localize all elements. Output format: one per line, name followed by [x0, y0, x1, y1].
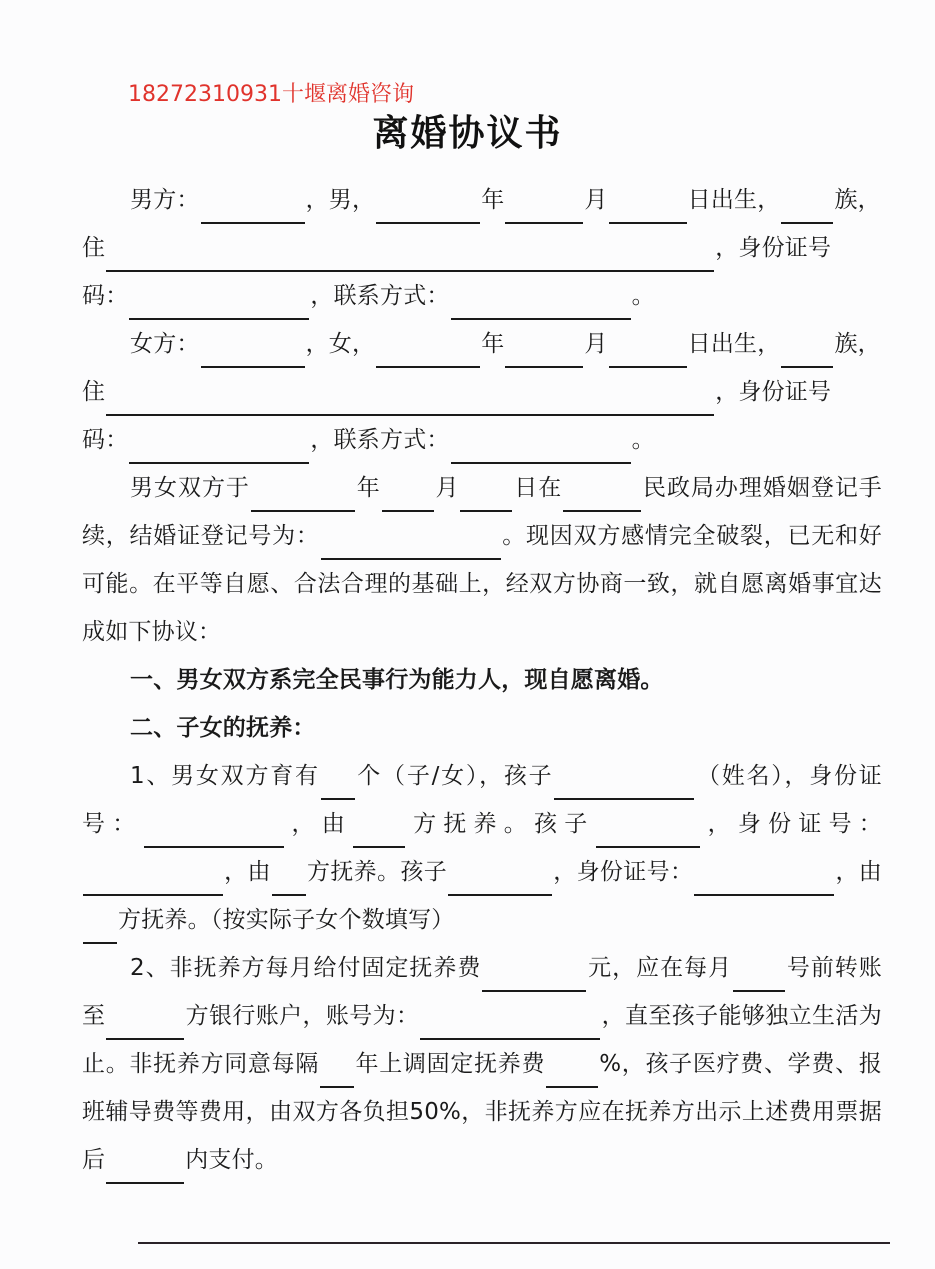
wife-address-suffix: ，身份证号	[715, 379, 832, 405]
husband-text-e: 族，	[834, 187, 881, 213]
item1-text-c: （姓名），身份证号：	[82, 763, 882, 837]
wife-month-blank[interactable]	[505, 342, 583, 368]
item2-text-d: 方银行账户，账号为：	[185, 1003, 420, 1029]
wife-label: 女方：	[130, 331, 200, 357]
item1-text-g: ，由	[224, 859, 271, 885]
item1-child3-name-blank[interactable]	[448, 870, 552, 896]
item2-text-f: 年上调固定抚养费	[355, 1051, 546, 1077]
page-title: 离婚协议书	[372, 113, 563, 154]
paragraph-wife-address	[82, 368, 882, 416]
paragraph-item-2	[82, 944, 882, 1184]
husband-address-suffix: ，身份证号	[715, 235, 832, 261]
husband-contact-blank[interactable]	[451, 294, 631, 320]
wife-id-label: 码：	[82, 427, 129, 453]
wife-text-b: 年	[481, 331, 505, 357]
bottom-divider	[138, 1242, 890, 1244]
husband-id-blank[interactable]	[129, 294, 309, 320]
marriage-text-a: 男女双方于	[130, 475, 250, 501]
marriage-text-d: 日在	[513, 475, 563, 501]
item1-text-a: 1、男女双方育有	[130, 763, 320, 789]
husband-id-end: 。	[631, 283, 655, 309]
wife-text-e: 族，	[834, 331, 881, 357]
item1-text-j: ，由	[835, 859, 883, 885]
husband-text-c: 月	[584, 187, 608, 213]
item2-reimburse-period-blank[interactable]	[106, 1158, 184, 1184]
paragraph-article-one: 一、男女双方系完全民事行为能力人，现自愿离婚。	[130, 667, 664, 693]
paragraph-wife-id	[82, 416, 882, 464]
item1-child3-custody-blank[interactable]	[83, 918, 117, 944]
item1-child1-id-blank[interactable]	[144, 822, 284, 848]
husband-id-label: 码：	[82, 283, 129, 309]
wife-text-c: 月	[584, 331, 608, 357]
husband-text-b: 年	[481, 187, 505, 213]
wife-contact-blank[interactable]	[451, 438, 631, 464]
item1-text-h: 方抚养。孩子	[306, 859, 448, 885]
husband-day-blank[interactable]	[609, 198, 687, 224]
wife-address-label: 住	[82, 379, 106, 405]
paragraph-item-1	[82, 752, 882, 944]
item1-text-b: 个（子/女），孩子	[355, 763, 554, 789]
paragraph-marriage-registration	[82, 464, 882, 656]
wife-text-a: ，女，	[305, 331, 376, 357]
item2-increase-years-blank[interactable]	[320, 1062, 354, 1088]
item1-child2-name-blank[interactable]	[596, 822, 700, 848]
wife-text-d: 日出生，	[687, 331, 781, 357]
item1-text-i: ，身份证号：	[553, 859, 694, 885]
husband-ethnicity-blank[interactable]	[781, 198, 833, 224]
wife-name-blank[interactable]	[201, 342, 305, 368]
item2-text-a: 2、非抚养方每月给付固定抚养费	[130, 955, 482, 981]
husband-month-blank[interactable]	[505, 198, 583, 224]
wife-id-blank[interactable]	[129, 438, 309, 464]
marriage-bureau-blank[interactable]	[563, 486, 641, 512]
item2-pay-day-blank[interactable]	[733, 966, 785, 992]
item1-child-count-blank[interactable]	[321, 774, 355, 800]
item2-text-c: 号前转账至	[82, 955, 882, 1029]
item2-support-amount-blank[interactable]	[482, 966, 586, 992]
husband-address-label: 住	[82, 235, 106, 261]
item2-text-b: 元，应在每月	[587, 955, 733, 981]
marriage-year-blank[interactable]	[251, 486, 355, 512]
paragraph-article-two-heading: 二、子女的抚养：	[130, 715, 316, 741]
marriage-text-f: 。现因双方感情完全破裂，已无和好可能。在平等自愿、合法合理的基础上，经双方协商一致，就自愿离婚事宜达成如下协议：	[82, 523, 883, 645]
marriage-day-blank[interactable]	[460, 486, 512, 512]
marriage-cert-number-blank[interactable]	[321, 534, 501, 560]
document-body	[82, 176, 882, 1184]
item2-text-h: 内支付。	[185, 1147, 279, 1173]
item1-text-f: ，身份证号：	[700, 811, 883, 837]
watermark-text: 18272310931十堰离婚咨询	[128, 82, 414, 107]
item1-text-d: ，由	[284, 811, 353, 837]
item1-child3-id-blank[interactable]	[694, 870, 834, 896]
marriage-month-blank[interactable]	[382, 486, 434, 512]
item2-bank-party-blank[interactable]	[106, 1014, 184, 1040]
wife-year-blank[interactable]	[376, 342, 480, 368]
item1-child1-custody-blank[interactable]	[353, 822, 405, 848]
wife-contact-label: ，联系方式：	[310, 427, 450, 453]
wife-day-blank[interactable]	[609, 342, 687, 368]
item2-text-g: %，孩子医疗费、学费、报班辅导费等费用，由双方各负担50%，非抚养方应在抚养方出示上述费用票据后	[82, 1051, 882, 1173]
item2-text-e: ，直至孩子能够独立生活为止。非抚养方同意每隔	[82, 1003, 883, 1077]
item2-account-number-blank[interactable]	[420, 1014, 600, 1040]
paragraph-husband-id	[82, 272, 882, 320]
wife-address-blank[interactable]	[106, 390, 714, 416]
husband-address-blank[interactable]	[106, 246, 714, 272]
husband-text-a: ，男，	[305, 187, 376, 213]
item1-child2-custody-blank[interactable]	[272, 870, 306, 896]
husband-contact-label: ，联系方式：	[310, 283, 450, 309]
husband-label: 男方：	[130, 187, 200, 213]
item1-text-k: 方抚养。（按实际子女个数填写）	[118, 907, 455, 933]
item2-increase-percent-blank[interactable]	[546, 1062, 598, 1088]
paragraph-husband	[82, 176, 882, 224]
paragraph-husband-address	[82, 224, 882, 272]
wife-id-end: 。	[631, 427, 655, 453]
item1-child1-name-blank[interactable]	[554, 774, 694, 800]
item1-child2-id-blank[interactable]	[83, 870, 223, 896]
wife-ethnicity-blank[interactable]	[781, 342, 833, 368]
husband-text-d: 日出生，	[687, 187, 781, 213]
husband-name-blank[interactable]	[201, 198, 305, 224]
marriage-text-c: 月	[434, 475, 460, 501]
marriage-text-e: 民政局办理婚姻登记手续，结婚证登记号为：	[82, 475, 882, 549]
marriage-text-b: 年	[355, 475, 381, 501]
husband-year-blank[interactable]	[376, 198, 480, 224]
paragraph-wife	[82, 320, 882, 368]
item1-text-e: 方抚养。孩子	[406, 811, 595, 837]
